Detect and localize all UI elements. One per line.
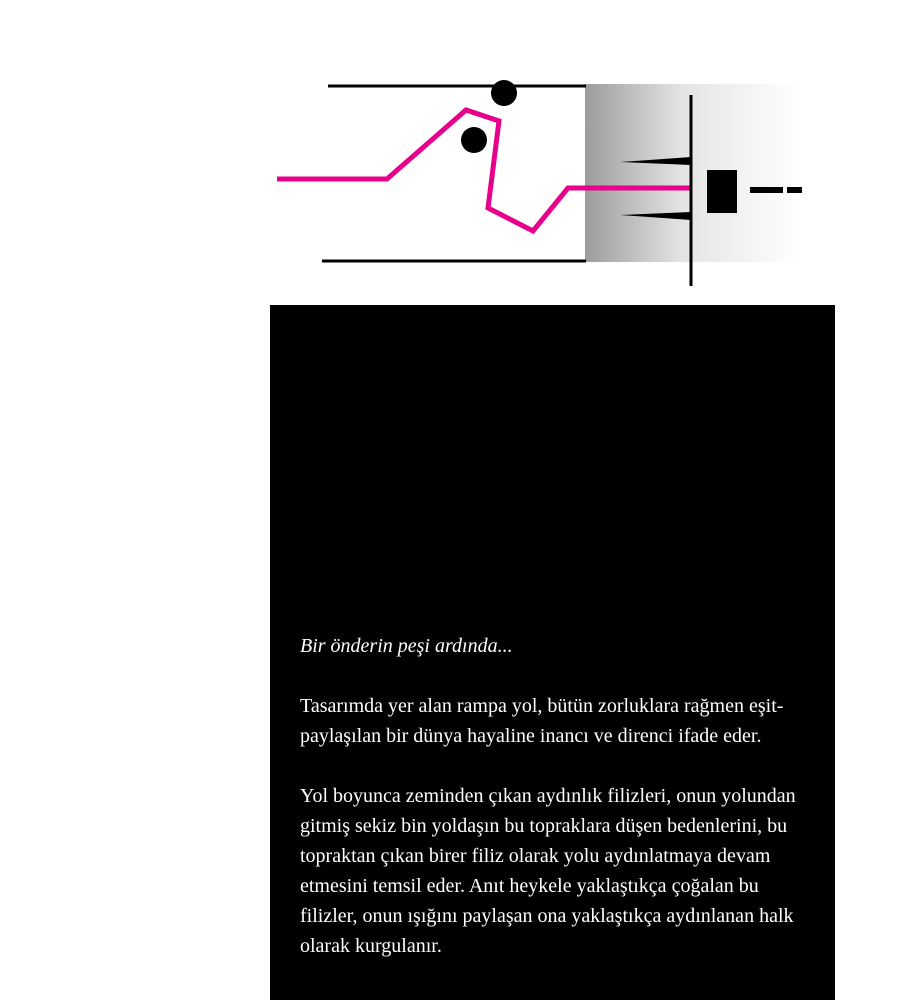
dot-lower <box>461 127 487 153</box>
axis-dash-1 <box>750 187 783 193</box>
description-panel <box>270 305 835 1000</box>
monument-block <box>707 170 737 213</box>
site-plan-diagram <box>0 0 917 300</box>
paragraph-sprouts: Yol boyunca zeminden çıkan aydınlık filizleri, onun yolundan gitmiş sekiz bin yoldaşın bu topraklara düşen bedenlerini, bu topraktan çıkan birer filiz olarak yolu aydınlatmaya devam etmesini temsil eder. Anıt heykele yaklaştıkça çoğalan bu filizler, onun ışığını paylaşan ona yaklaştıkça aydınlanan halk olarak kurgulanır. <box>300 785 796 957</box>
paragraph-ramp: Tasarımda yer alan rampa yol, bütün zorluklara rağmen eşit-paylaşılan bir dünya hayaline inancı ve direnci ifade eder. <box>300 695 784 747</box>
dot-upper <box>491 80 517 106</box>
axis-dash-2 <box>787 187 802 193</box>
intro-line: Bir önderin peşi ardında... <box>300 635 513 657</box>
